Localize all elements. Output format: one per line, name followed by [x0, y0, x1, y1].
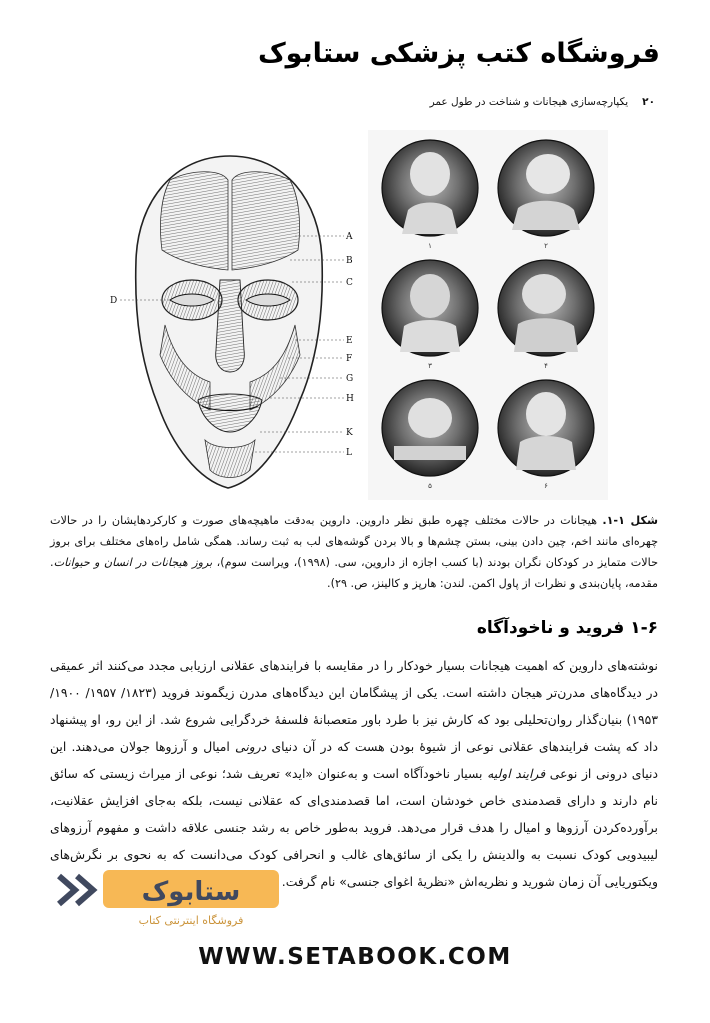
body-part-1: نوشته‌های داروین که اهمیت هیجانات بسیار خودکار را در مقایسه با فرایندهای عقلانی ارزیابی مجدد می‌کنند اثر عمیقی در دیدگاه‌های مدرن‌تر هیجان داشته است. یکی از پیشگامان این دیدگاه‌های مدرن زیگموند فروید (۱۸۲۳/ ۱۹۵۷/ ۱۹۰۰/ ۱۹۵۳) بنیان‌گذار روان‌تحلیلی بود که کارش نیز با طرد باور متعصبانهٔ فلسفهٔ خردگرایی شروع شد. از این رو، او پیشنهاد داد که پشت فرایندهای عقلانی نوعی از شیوهٔ بودن هست که در آن دنیای: [50, 658, 658, 754]
caption-text: هیجانات در حالات مختلف چهره طبق نظر داروین. داروین به‌دقت ماهیچه‌های صورت و کارکردهایشان را در حالات چهره‌ای مانند اخم، چین دادن بینی، بستن چشم‌ها و بالا بردن گوشه‌های لب به ثبت رساند. همگی شامل راه‌های مختلف برای بروز حالات متمایز در کودکان نگران بودند (با کسب اجازه از داروین، سی. (۱۹۹۸)، ویراست سوم)،: [50, 514, 659, 569]
photo-number-6: ۶: [544, 482, 548, 490]
facial-muscles-illustration: [110, 150, 355, 495]
page-number: ۲۰: [642, 96, 655, 108]
figure-caption: [50, 510, 658, 594]
watermark-logo-subtext: فروشگاه اینترنتی کتاب: [138, 914, 244, 927]
setabook-watermark-logo: [55, 862, 285, 930]
photo-number-5: ۵: [428, 482, 432, 490]
caption-book-title: بروز هیجانات در انسان و حیوانات: [53, 556, 213, 569]
face-label-k: K: [346, 428, 353, 438]
photo-2: [498, 140, 594, 236]
face-label-f: F: [346, 354, 353, 364]
face-label-d: D: [110, 296, 118, 306]
face-label-c: C: [346, 278, 353, 288]
photo-number-4: ۴: [544, 362, 548, 370]
running-header: [55, 96, 655, 108]
body-part-2: امیال و آرزوها جولان می‌دهند. این دنیای درونی از نوعی: [50, 739, 658, 781]
photo-5: [382, 380, 478, 476]
photo-6: [498, 380, 594, 476]
body-italic-1: درونی: [235, 739, 267, 754]
photo-1: [382, 140, 478, 236]
face-label-h: H: [346, 394, 354, 404]
children-photo-grid: [368, 130, 608, 500]
face-label-l: L: [346, 448, 352, 458]
photo-number-2: ۲: [544, 242, 548, 250]
body-italic-2: فرایند اولیه: [487, 766, 546, 781]
store-title: فروشگاه کتب پزشکی ستابوک: [257, 38, 660, 69]
figure-1-1: [110, 130, 610, 500]
face-label-g: G: [346, 374, 354, 384]
section-heading: ۱-۶ فروید و ناخودآگاه: [476, 618, 658, 638]
face-label-e: E: [346, 336, 353, 346]
face-label-b: B: [346, 256, 353, 266]
photo-number-1: ۱: [428, 242, 432, 250]
face-label-a: A: [346, 232, 353, 242]
watermark-url[interactable]: WWW.SETABOOK.COM: [198, 944, 512, 970]
body-paragraph: [50, 652, 658, 895]
caption-text-end: . مقدمه، پایان‌بندی و نظرات از پاول اکمن. لندن: هارپز و کالینز، ص. ۲۹).: [50, 556, 658, 590]
body-part-3: بسیار ناخودآگاه است و به‌عنوان «اید» تعریف شد؛ نوعی از میراث زیستی که سائق نام دارند و دارای قصدمندی خاص خودشان است، اما قصدمندی‌ای که عقلانی نیست، بلکه به‌جای افزایش عقلانیت، برآورده‌کردن آرزوها و امیال را هدف قرار می‌دهد. فروید به‌طور خاص به رشد جنسی علاقه داشت و مفهوم آرزوهای لیبیدویی کودک نسبت به والدینش را یکی از سائق‌های غالب و انحرافی کودک می‌دانست که به نحوی بر نگرش‌های ویکتوریایی آن زمان شورید و نظریه‌اش «نظریهٔ اغوای جنسی» نام گرفت.: [50, 766, 658, 889]
running-title: یکپارچه‌سازی هیجانات و شناخت در طول عمر: [429, 96, 629, 108]
photo-number-3: ۳: [428, 362, 432, 370]
photo-4: [498, 260, 594, 356]
photo-3: [382, 260, 478, 356]
watermark-logo-text: ستابوک: [141, 877, 241, 907]
caption-label: شکل ۱-۱.: [602, 514, 659, 527]
